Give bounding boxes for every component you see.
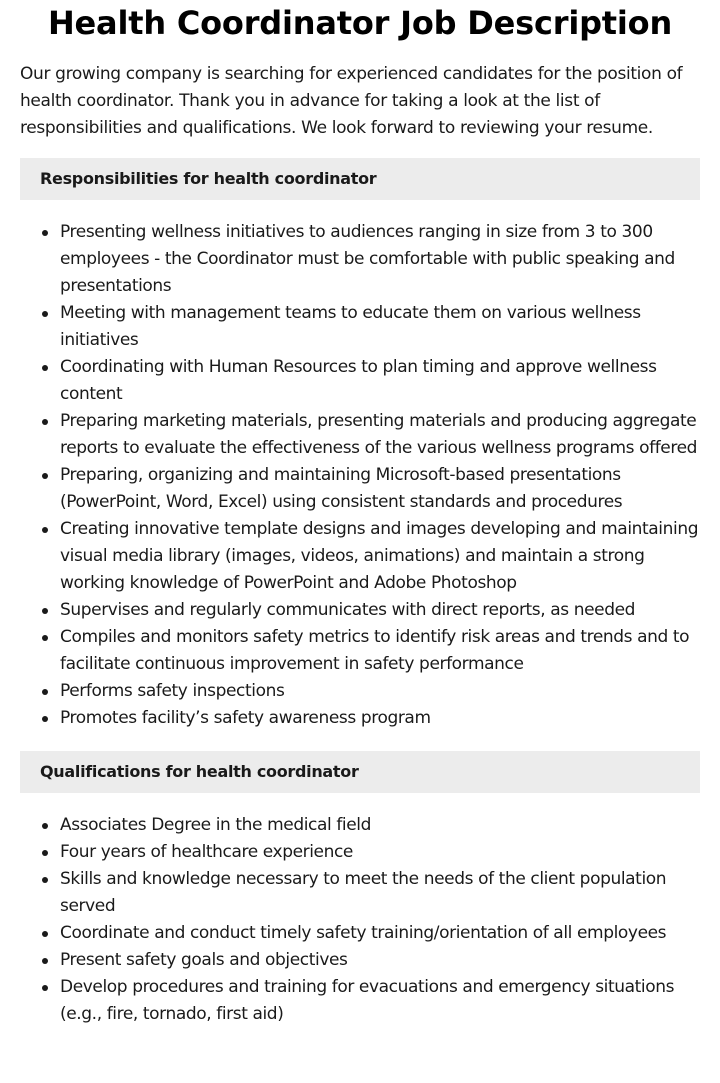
responsibilities-list [20,219,700,732]
list-item: Associates Degree in the medical field [60,812,700,839]
qualifications-list [20,812,700,1028]
list-item: Skills and knowledge necessary to meet the needs of the client population served [60,866,700,920]
qualifications-heading: Qualifications for health coordinator [20,751,700,793]
list-item: Preparing, organizing and maintaining Microsoft-based presentations (PowerPoint, Word, Excel) using consistent standards and procedures [60,462,700,516]
list-item: Present safety goals and objectives [60,947,700,974]
list-item: Promotes facility’s safety awareness program [60,705,700,732]
list-item: Creating innovative template designs and images developing and maintaining visual media library (images, videos, animations) and maintain a strong working knowledge of PowerPoint and Adobe Photoshop [60,516,700,597]
list-item: Supervises and regularly communicates with direct reports, as needed [60,597,700,624]
list-item: Meeting with management teams to educate them on various wellness initiatives [60,300,700,354]
page-title: Health Coordinator Job Description [47,4,673,42]
list-item: Coordinate and conduct timely safety training/orientation of all employees [60,920,700,947]
list-item: Preparing marketing materials, presenting materials and producing aggregate reports to evaluate the effectiveness of the various wellness programs offered [60,408,700,462]
list-item: Performs safety inspections [60,678,700,705]
intro-paragraph: Our growing company is searching for experienced candidates for the position of health coordinator. Thank you in advance for taking a look at the list of responsibilities and qualifications. We look forward to reviewing your resume. [20,64,683,138]
list-item: Coordinating with Human Resources to plan timing and approve wellness content [60,354,700,408]
list-item: Four years of healthcare experience [60,839,700,866]
list-item: Presenting wellness initiatives to audiences ranging in size from 3 to 300 employees - the Coordinator must be comfortable with public speaking and presentations [60,219,700,300]
responsibilities-heading: Responsibilities for health coordinator [20,158,700,200]
list-item: Develop procedures and training for evacuations and emergency situations (e.g., fire, tornado, first aid) [60,974,700,1028]
list-item: Compiles and monitors safety metrics to identify risk areas and trends and to facilitate continuous improvement in safety performance [60,624,700,678]
